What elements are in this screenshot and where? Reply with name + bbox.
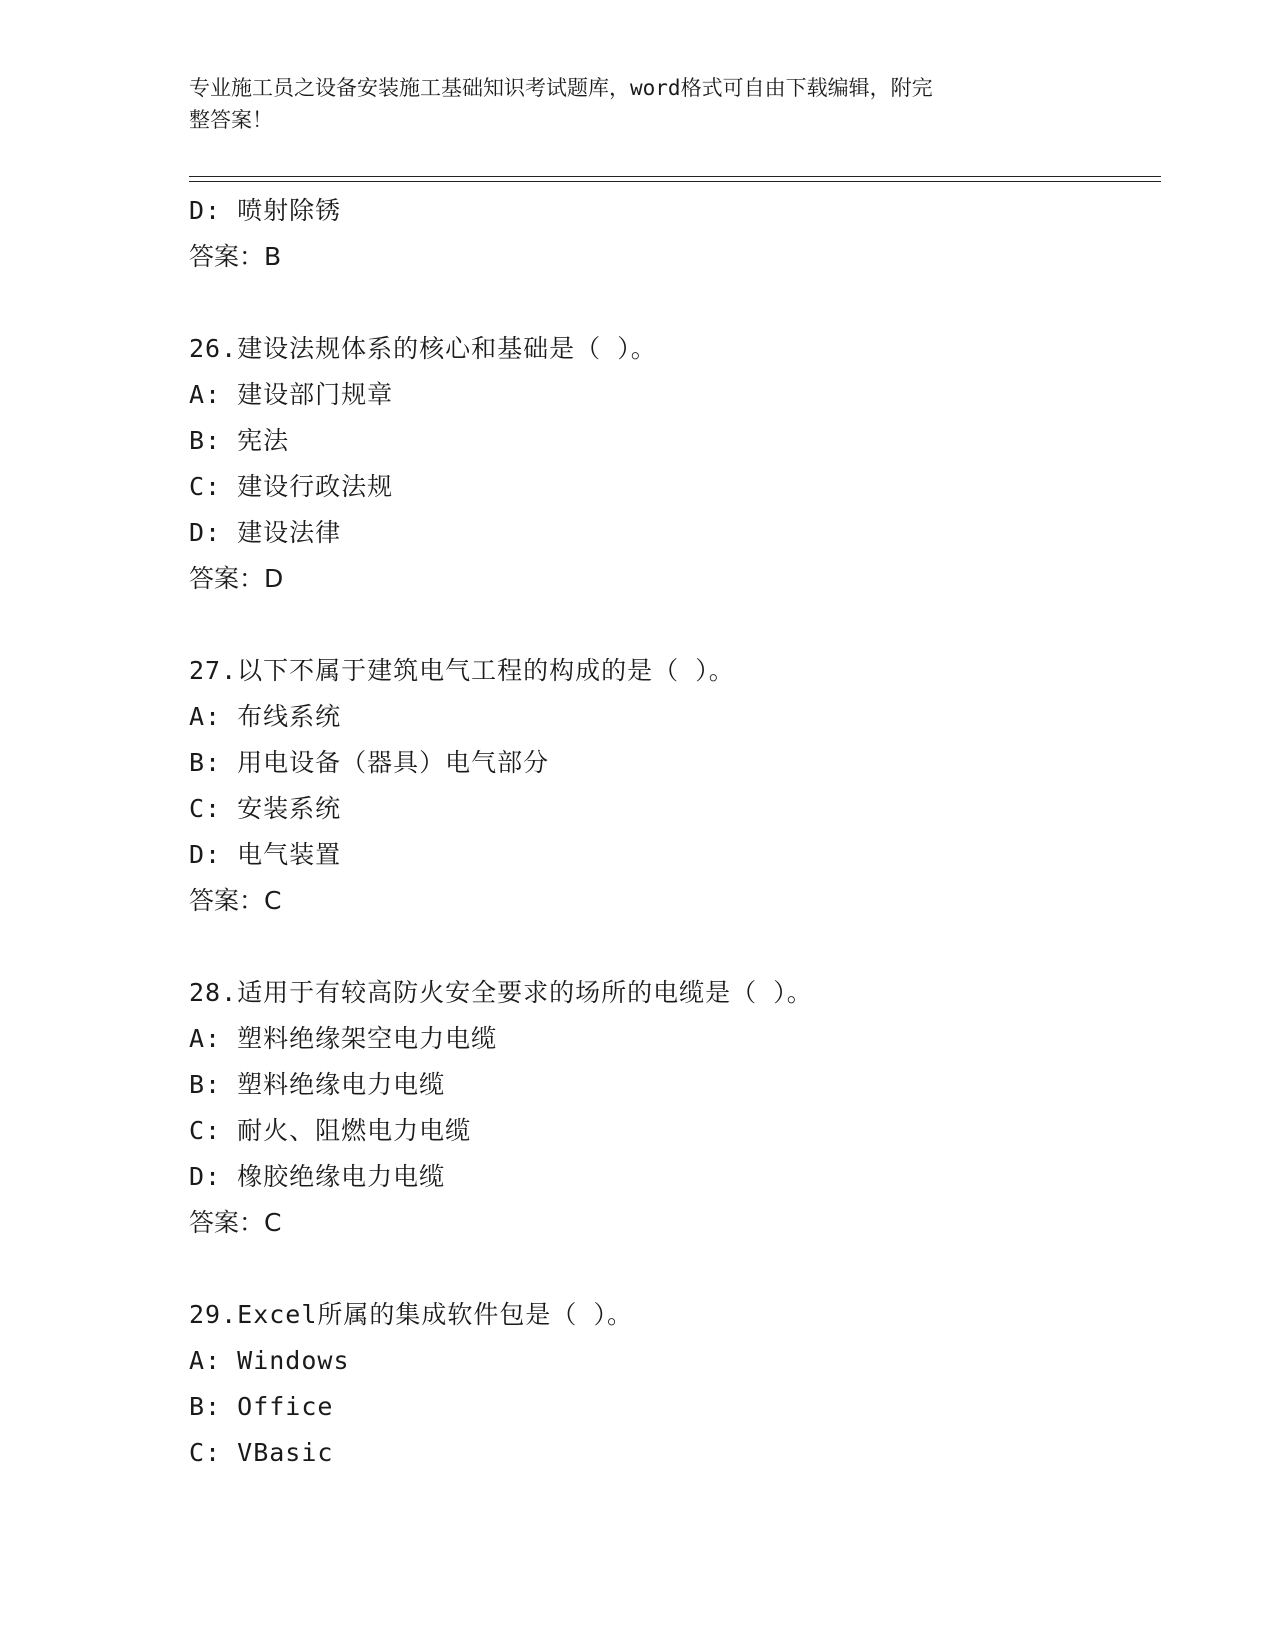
header-line-1: 专业施工员之设备安装施工基础知识考试题库，word格式可自由下载编辑，附完 [189, 76, 933, 100]
option-d: D: 电气装置 [189, 840, 342, 869]
question-stem: 28.适用于有较高防火安全要求的场所的电缆是（ ）。 [189, 978, 813, 1007]
prev-option-d: D: 喷射除锈 [189, 196, 342, 225]
option-c: C: 安装系统 [189, 794, 342, 823]
option-a: A: 塑料绝缘架空电力电缆 [189, 1024, 498, 1053]
document-body [189, 188, 1161, 1476]
option-a: A: 布线系统 [189, 702, 342, 731]
question-26 [189, 326, 1161, 602]
question-29 [189, 1292, 1161, 1476]
option-c: C: 耐火、阻燃电力电缆 [189, 1116, 472, 1145]
spacer [189, 602, 1161, 648]
option-d: D: 建设法律 [189, 518, 342, 547]
option-a: A: 建设部门规章 [189, 380, 394, 409]
answer: 答案：C [189, 1208, 282, 1237]
option-b: B: 用电设备（器具）电气部分 [189, 748, 550, 777]
option-b: B: Office [189, 1392, 334, 1421]
option-b: B: 宪法 [189, 426, 290, 455]
question-stem: 29.Excel所属的集成软件包是（ ）。 [189, 1300, 633, 1329]
option-c: C: 建设行政法规 [189, 472, 394, 501]
option-b: B: 塑料绝缘电力电缆 [189, 1070, 446, 1099]
question-stem: 27.以下不属于建筑电气工程的构成的是（ ）。 [189, 656, 735, 685]
header-line-2: 整答案！ [189, 108, 273, 132]
option-c: C: VBasic [189, 1438, 334, 1467]
header-divider-bottom [189, 181, 1161, 182]
question-27 [189, 648, 1161, 924]
spacer [189, 280, 1161, 326]
option-a: A: Windows [189, 1346, 350, 1375]
prev-answer: 答案：B [189, 242, 282, 271]
answer: 答案：C [189, 886, 282, 915]
question-28 [189, 970, 1161, 1246]
answer: 答案：D [189, 564, 284, 593]
document-header [189, 72, 1089, 136]
spacer [189, 924, 1161, 970]
spacer [189, 1246, 1161, 1292]
option-d: D: 橡胶绝缘电力电缆 [189, 1162, 446, 1191]
header-divider-top [189, 176, 1161, 177]
question-stem: 26.建设法规体系的核心和基础是（ ）。 [189, 334, 657, 363]
